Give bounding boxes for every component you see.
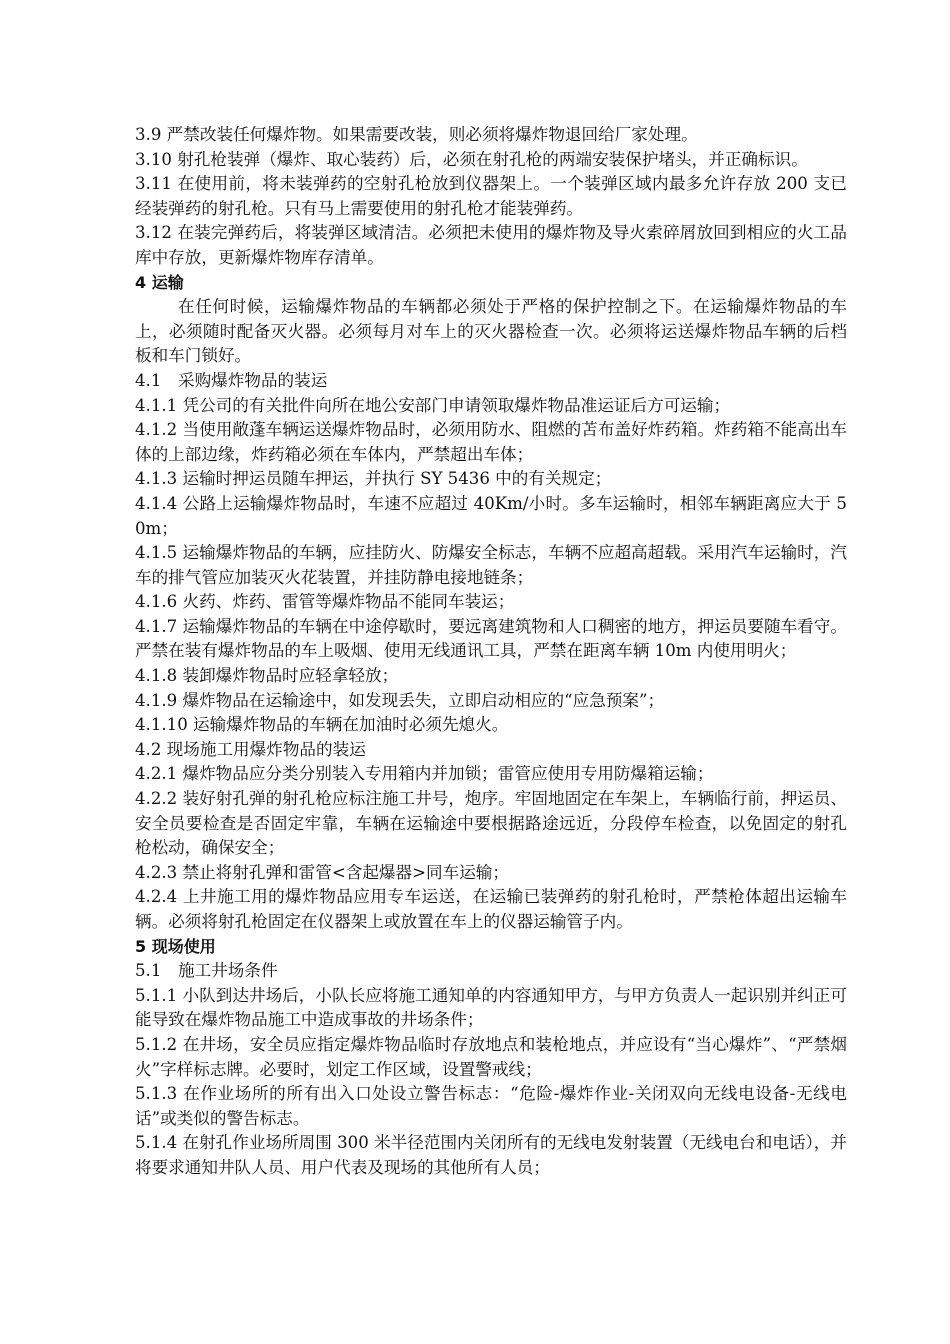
paragraph-4-2-2: 4.2.2 装好射孔弹的射孔枪应标注施工井号，炮序。牢固地固定在车架上，车辆临行前，押运员、安全员要检查是否固定牢靠，车辆在运输途中要根据路途远近，分段停车检查，以免固定的射孔枪松动，确保安全； <box>135 789 847 858</box>
section-heading-4: 4 运输 <box>135 272 184 292</box>
paragraph-4-1-2: 4.1.2 当使用敞蓬车辆运送爆炸物品时，必须用防水、阻燃的苫布盖好炸药箱。炸药箱不能高出车体的上部边缘，炸药箱必须在车体内，严禁超出车体； <box>135 420 847 464</box>
subsection-heading-5-1: 5.1 施工井场条件 <box>135 961 278 981</box>
paragraph-5-1-1: 5.1.1 小队到达井场后，小队长应将施工通知单的内容通知甲方，与甲方负责人一起识别并纠正可能导致在爆炸物品施工中造成事故的井场条件； <box>135 985 847 1030</box>
paragraph-4-1-8: 4.1.8 装卸爆炸物品时应轻拿轻放； <box>135 666 399 686</box>
subsection-heading-4-2: 4.2 现场施工用爆炸物品的装运 <box>135 739 366 759</box>
paragraph-4-2-3: 4.2.3 禁止将射孔弹和雷管<含起爆器>同车运输； <box>135 862 509 882</box>
paragraph-4-1-4: 4.1.4 公路上运输爆炸物品时，车速不应超过 40Km/小时。多车运输时，相邻车辆距离应大于 50m； <box>135 493 847 538</box>
paragraph-4-intro: 在任何时候，运输爆炸物品的车辆都必须处于严格的保护控制之下。在运输爆炸物品的车上，必须随时配备灭火器。必须每月对车上的灭火器检查一次。必须将运送爆炸物品车辆的后档板和车门锁好。 <box>135 297 847 366</box>
paragraph-5-1-2: 5.1.2 在井场，安全员应指定爆炸物品临时存放地点和装枪地点，并应设有“当心爆炸”、“严禁烟火”字样标志牌。必要时，划定工作区域，设置警戒线； <box>135 1034 847 1079</box>
paragraph-4-1-7: 4.1.7 运输爆炸物品的车辆在中途停歇时，要远离建筑物和人口稠密的地方，押运员要随车看守。严禁在装有爆炸物品的车上吸烟、使用无线通讯工具，严禁在距离车辆 10m 内使用明火； <box>135 616 847 661</box>
paragraph-4-1-3: 4.1.3 运输时押运员随车押运，并执行 SY 5436 中的有关规定； <box>135 469 612 489</box>
paragraph-3-11: 3.11 在使用前，将未装弹药的空射孔枪放到仪器架上。一个装弹区域内最多允许存放 200 支已经装弹药的射孔枪。只有马上需要使用的射孔枪才能装弹药。 <box>135 174 847 218</box>
subsection-heading-4-1: 4.1 采购爆炸物品的装运 <box>135 370 328 390</box>
paragraph-5-1-3: 5.1.3 在作业场所的所有出入口处设立警告标志：“危险-爆炸作业-关闭双向无线电设备-无线电话”或类似的警告标志。 <box>135 1084 847 1128</box>
paragraph-3-12: 3.12 在装完弹药后，将装弹区域清洁。必须把未使用的爆炸物及导火索碎屑放回到相应的火工品库中存放，更新爆炸物库存清单。 <box>135 223 847 267</box>
paragraph-4-1-1: 4.1.1 凭公司的有关批件向所在地公安部门申请领取爆炸物品准运证后方可运输； <box>135 395 731 415</box>
paragraph-4-1-6: 4.1.6 火药、炸药、雷管等爆炸物品不能同车装运； <box>135 592 515 612</box>
paragraph-4-1-5: 4.1.5 运输爆炸物品的车辆，应挂防火、防爆安全标志，车辆不应超高超载。采用汽车运输时，汽车的排气管应加装灭火花装置，并挂防静电接地链条； <box>135 543 847 587</box>
paragraph-4-1-9: 4.1.9 爆炸物品在运输途中，如发现丢失，立即启动相应的“应急预案”； <box>135 690 665 710</box>
paragraph-3-9: 3.9 严禁改装任何爆炸物。如果需要改装，则必须将爆炸物退回给厂家处理。 <box>135 125 698 144</box>
paragraph-5-1-4: 5.1.4 在射孔作业场所周围 300 米半径范围内关闭所有的无线电发射装置（无线电台和电话），并将要求通知井队人员、用户代表及现场的其他所有人员； <box>135 1133 847 1177</box>
paragraph-4-2-4: 4.2.4 上井施工用的爆炸物品应用专车运送，在运输已装弹药的射孔枪时，严禁枪体超出运输车辆。必须将射孔枪固定在仪器架上或放置在车上的仪器运输管子内。 <box>135 887 847 931</box>
paragraph-4-1-10: 4.1.10 运输爆炸物品的车辆在加油时必须先熄火。 <box>135 715 509 735</box>
paragraph-3-10: 3.10 射孔枪装弹（爆炸、取心装药）后，必须在射孔枪的两端安装保护堵头，并正确标识。 <box>135 149 808 169</box>
section-heading-5: 5 现场使用 <box>135 936 216 956</box>
document-page <box>135 123 847 1181</box>
paragraph-4-2-1: 4.2.1 爆炸物品应分类分别装入专用箱内并加锁；雷管应使用专用防爆箱运输； <box>135 764 714 784</box>
